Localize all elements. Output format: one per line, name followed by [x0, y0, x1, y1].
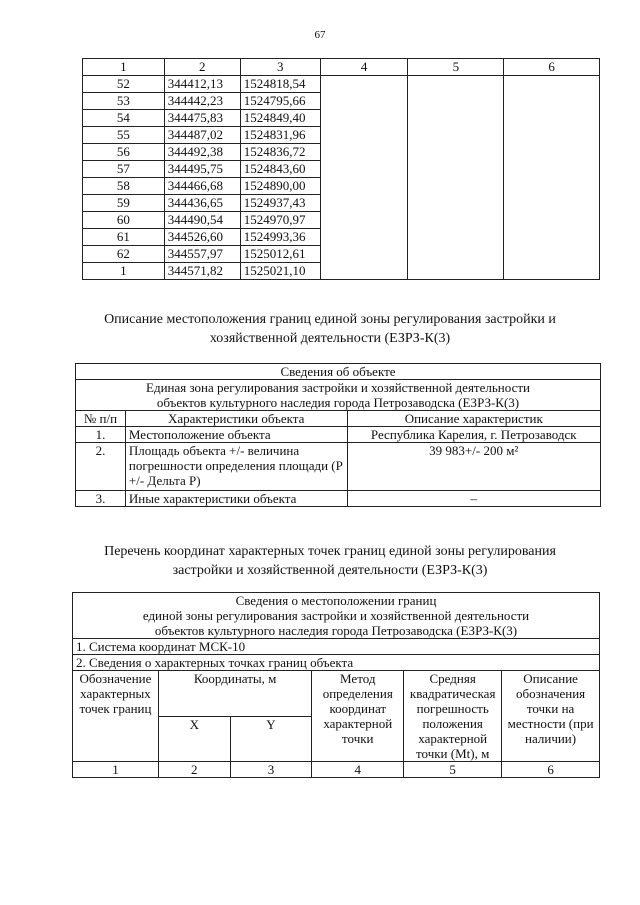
table-row — [76, 491, 601, 507]
row-number: 3. — [76, 491, 126, 507]
point-number: 57 — [83, 161, 165, 178]
characteristic-value: – — [347, 491, 601, 507]
coord-y: 1524818,54 — [240, 76, 320, 93]
coord-y: 1524836,72 — [240, 144, 320, 161]
point-number: 60 — [83, 212, 165, 229]
section-heading-description — [60, 310, 600, 348]
coord-x: 344571,82 — [164, 263, 240, 280]
row-number: 1. — [76, 427, 126, 443]
section-heading-coordinates — [60, 542, 600, 580]
column-number: 3 — [230, 762, 312, 778]
table-header-row — [76, 411, 601, 427]
coord-x: 344492,38 — [164, 144, 240, 161]
point-number: 56 — [83, 144, 165, 161]
characteristic: Иные характеристики объекта — [125, 491, 347, 507]
coord-x: 344475,83 — [164, 110, 240, 127]
point-number: 61 — [83, 229, 165, 246]
coordinates-table — [82, 58, 600, 280]
header-cell: 3 — [240, 59, 320, 76]
header-coordinates: Координаты, м — [158, 671, 311, 717]
table-header-row — [73, 671, 600, 717]
coord-y: 1524970,97 — [240, 212, 320, 229]
heading-line: Описание местоположения границ единой зоны регулирования застройки и — [104, 312, 556, 327]
object-table-subtitle: Единая зона регулирования застройки и хозяйственной деятельности объектов культурного наследия города Петрозаводска (ЕЗРЗ-К(3) — [76, 380, 601, 411]
table-row — [76, 427, 601, 443]
characteristic-value: 39 983+/- 200 м² — [347, 443, 601, 491]
row-number: 2. — [76, 443, 126, 491]
column-number: 5 — [404, 762, 502, 778]
table-row — [76, 443, 601, 491]
coord-x: 344412,13 — [164, 76, 240, 93]
empty-cell — [504, 76, 600, 280]
coord-y: 1524890,00 — [240, 178, 320, 195]
table-header-row — [83, 59, 600, 76]
header-cell: Характеристики объекта — [125, 411, 347, 427]
heading-line: застройки и хозяйственной деятельности (ЕЗРЗ-К(3) — [172, 563, 488, 578]
coord-x: 344487,02 — [164, 127, 240, 144]
location-table-title: Сведения о местоположении границ единой зоны регулирования застройки и хозяйственной деятельности объектов культурного наследия города Петрозаводска (ЕЗРЗ-К(3) — [73, 593, 600, 639]
characteristic-value: Республика Карелия, г. Петрозаводск — [347, 427, 601, 443]
coord-y: 1524937,43 — [240, 195, 320, 212]
coordinate-system: 1. Система координат МСК-10 — [73, 639, 600, 655]
point-number: 58 — [83, 178, 165, 195]
heading-line: Перечень координат характерных точек границ единой зоны регулирования — [104, 544, 556, 559]
header-description: Описание обозначения точки на местности (при наличии) — [502, 671, 600, 762]
point-number: 52 — [83, 76, 165, 93]
header-cell: 1 — [83, 59, 165, 76]
header-cell: № п/п — [76, 411, 126, 427]
coord-y: 1524795,66 — [240, 93, 320, 110]
header-cell: 5 — [408, 59, 504, 76]
coord-y: 1524843,60 — [240, 161, 320, 178]
page-number: 67 — [314, 29, 326, 41]
point-number: 54 — [83, 110, 165, 127]
table-row — [83, 76, 600, 93]
table-number-row — [73, 762, 600, 778]
header-cell: 4 — [320, 59, 408, 76]
coord-x: 344436,65 — [164, 195, 240, 212]
column-number: 6 — [502, 762, 600, 778]
characteristic: Площадь объекта +/- величина погрешности определения площади (Р +/- Дельта Р) — [125, 443, 347, 491]
characteristic: Местоположение объекта — [125, 427, 347, 443]
coord-x: 344557,97 — [164, 246, 240, 263]
points-info: 2. Сведения о характерных точках границ объекта — [73, 655, 600, 671]
coord-x: 344490,54 — [164, 212, 240, 229]
header-method: Метод определения координат характерной точки — [312, 671, 404, 762]
empty-cell — [408, 76, 504, 280]
coord-x: 344442,23 — [164, 93, 240, 110]
column-number: 1 — [73, 762, 159, 778]
coord-y: 1525021,10 — [240, 263, 320, 280]
point-number: 1 — [83, 263, 165, 280]
header-y: Y — [230, 716, 312, 762]
point-number: 62 — [83, 246, 165, 263]
empty-cell — [320, 76, 408, 280]
coord-x: 344466,68 — [164, 178, 240, 195]
header-cell: Описание характеристик — [347, 411, 601, 427]
column-number: 2 — [158, 762, 230, 778]
coord-y: 1525012,61 — [240, 246, 320, 263]
coord-y: 1524831,96 — [240, 127, 320, 144]
location-table — [72, 592, 600, 778]
point-number: 55 — [83, 127, 165, 144]
object-info-table — [75, 363, 601, 507]
column-number: 4 — [312, 762, 404, 778]
point-number: 59 — [83, 195, 165, 212]
header-cell: 6 — [504, 59, 600, 76]
object-table-title: Сведения об объекте — [76, 364, 601, 380]
point-number: 53 — [83, 93, 165, 110]
coord-y: 1524849,40 — [240, 110, 320, 127]
header-x: X — [158, 716, 230, 762]
coord-x: 344526,60 — [164, 229, 240, 246]
header-error: Средняя квадратическая погрешность положения характерной точки (Mt), м — [404, 671, 502, 762]
coord-x: 344495,75 — [164, 161, 240, 178]
coord-y: 1524993,36 — [240, 229, 320, 246]
header-designation: Обозначение характерных точек границ — [73, 671, 159, 762]
header-cell: 2 — [164, 59, 240, 76]
heading-line: хозяйственной деятельности (ЕЗРЗ-К(3) — [209, 331, 451, 346]
